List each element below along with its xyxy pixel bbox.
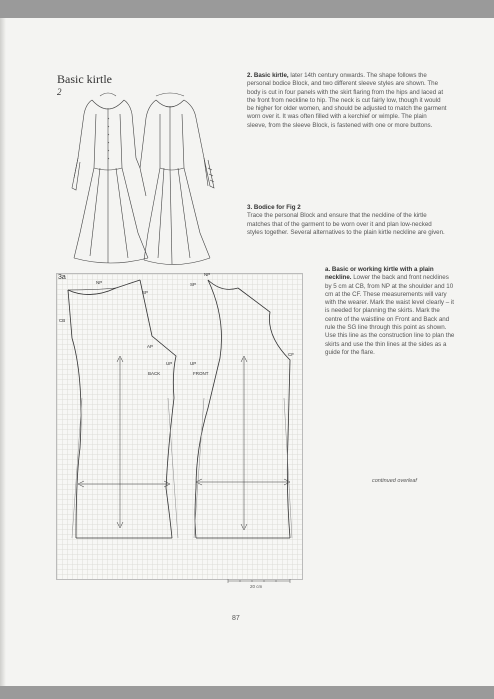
continued-note: continued overleaf (372, 478, 417, 484)
section3a-heading: a. Basic or working kirtle with a plain neckline. (325, 266, 434, 282)
scale-label: 20 cm (250, 584, 263, 589)
label-np-back: NP (96, 280, 103, 285)
section3a-body: Lower the back and front necklines by 5 cm at CB, from NP at the shoulder and 10 cm at the CF. These measurements will vary with the wearer. Mark the waist level clearly – it is needed for planning the skirts. Mark the centre of the waistline on Front and Back and rule the SG line through this point as shown. Use this line as the construction line to plan the skirts and use the thin lines at the sides as a guide for the flare. (325, 274, 455, 356)
label-sp-back: SP (142, 290, 149, 295)
section2-body: later 14th century onwards. The shape follows the personal bodice Block, and two different sleeve styles are shown. The body is cut in four panels with the skirt flaring from the hips and laced at the front from neckline to hip. The neck is cut fairly low, though it would be higher for older women, and should be adjusted to match the garment worn over it. It was often filled with a kerchief or wimple. The plain sleeve, from the sleeve Block, is fastened with one or more buttons. (247, 72, 447, 129)
pattern-diagram (0, 18, 494, 686)
book-page (0, 18, 494, 686)
figure-number: 2 (57, 87, 62, 97)
label-up-back: UP (166, 361, 173, 366)
label-front: FRONT (193, 371, 209, 376)
label-sp-front: SP (190, 282, 197, 287)
scale-bar (228, 579, 290, 583)
label-ap-back: AP (147, 344, 154, 349)
label-back: BACK (148, 371, 161, 376)
section2-heading: 2. Basic kirtle, (247, 72, 289, 79)
label-np-front: NP (204, 272, 211, 277)
label-cb: CB (59, 318, 66, 323)
section3-heading: 3. Bodice for Fig 2 (247, 204, 301, 211)
page-title: Basic kirtle (57, 72, 112, 86)
page-number: 87 (232, 615, 240, 622)
label-up-front: UP (190, 361, 197, 366)
label-cf: CF (288, 352, 294, 357)
section3-body: Trace the personal Block and ensure that the neckline of the kirtle matches that of the garment to be worn over it and plan low-necked styles together. Several alternatives to the plain kirtle neckline are given. (247, 212, 445, 236)
pattern-figure-label: 3a (58, 274, 66, 281)
